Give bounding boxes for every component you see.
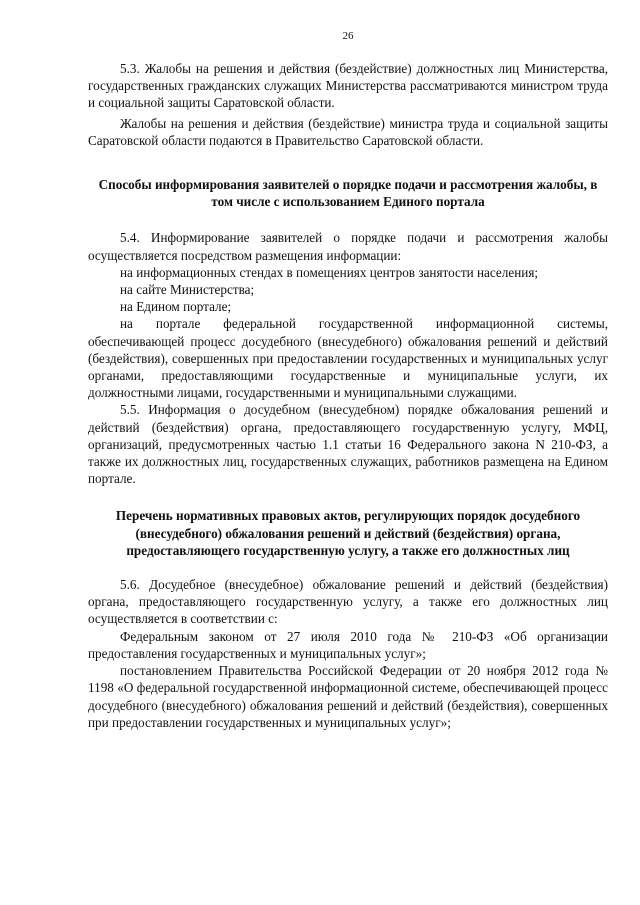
list-item-federal-portal: на портале федеральной государственной информационной системы, обеспечивающей процесс досудебного (внесудебного) обжалования решений и действий (бездействия), совершенных при предоставлении государственных и муниципальных услуг органами, предоставляющими государственные и муниципальные услуги, их должностными лицами, государственными и муниципальными служащими. (88, 316, 608, 401)
section-heading-legal-acts: Перечень нормативных правовых актов, регулирующих порядок досудебного (внесудебного) обжалования решений и действий (бездействия) органа, предоставляющего государственную услугу, а также его должностных лиц (115, 508, 581, 558)
paragraph-5-4: 5.4. Информирование заявителей о порядке подачи и рассмотрения жалобы осуществляется посредством размещения информации: (88, 230, 608, 263)
list-item-federal-law: Федеральным законом от 27 июля 2010 года № 210-ФЗ «Об организации предоставления государственных и муниципальных услуг»; (88, 628, 608, 661)
paragraph-minister-complaints: Жалобы на решения и действия (бездействие) министра труда и социальной защиты Саратовской области подаются в Правительство Саратовской области. (88, 115, 608, 148)
paragraph-5-5: 5.5. Информация о досудебном (внесудебном) порядке обжалования решений и действий (бездействия) органа, предоставляющего государственную услугу, МФЦ, организаций, предусмотренных частью 1.1 статьи 16 Федерального закона N 210-ФЗ, а также их должностных лиц, государственных служащих, работников размещена на Едином портале. (88, 402, 608, 487)
list-item-info-stands: на информационных стендах в помещениях центров занятости населения; (120, 264, 539, 280)
list-item-ministry-site: на сайте Министерства; (120, 282, 255, 298)
list-item-government-decree: постановлением Правительства Российской Федерации от 20 ноября 2012 года № 1198 «О федеральной государственной информационной системе, обеспечивающей процесс досудебного (внесудебного) обжалования решений и действий (бездействия), совершенных при предоставлении государственных и муниципальных услуг»; (88, 663, 608, 730)
list-item-single-portal: на Едином портале; (120, 299, 232, 315)
paragraph-5-3: 5.3. Жалобы на решения и действия (бездействие) должностных лиц Министерства, государственных гражданских служащих Министерства рассматриваются министром труда и социальной защиты Саратовской области. (88, 61, 608, 111)
section-heading-informing: Способы информирования заявителей о порядке подачи и рассмотрения жалобы, в том числе с использованием Единого портала (98, 177, 598, 210)
paragraph-5-6: 5.6. Досудебное (внесудебное) обжалование решений и действий (бездействия) органа, предоставляющего государственную услугу, а также его должностных лиц осуществляется в соответствии с: (88, 577, 608, 627)
page-number: 26 (342, 30, 354, 42)
